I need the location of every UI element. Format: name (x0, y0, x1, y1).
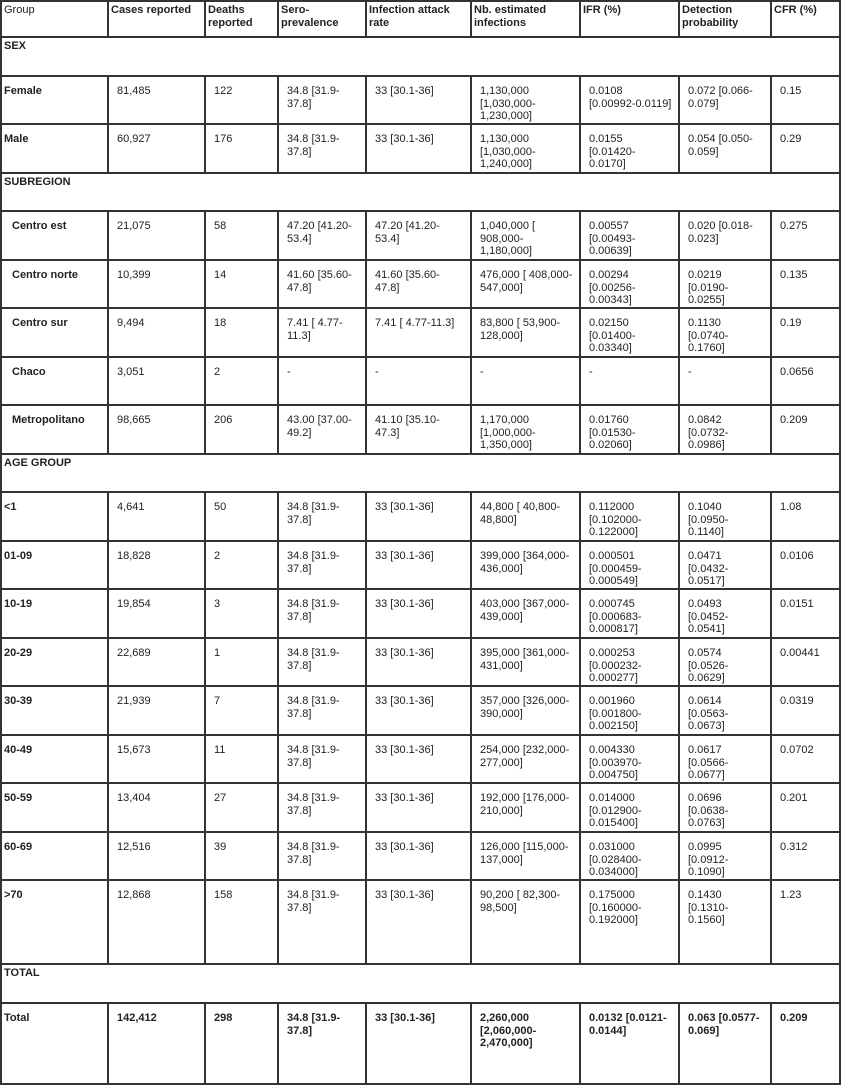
cell-deaths-reported: 158 (206, 881, 279, 965)
table-row (2, 881, 841, 965)
cell-detection-probability: 0.0617 [0.0566-0.0677] (680, 736, 772, 784)
cell-group: Chaco (2, 358, 109, 406)
cell-sero-prevalence: 34.8 [31.9-37.8] (279, 736, 367, 784)
table-row (2, 542, 841, 590)
cell-cases-reported: 142,412 (109, 1004, 206, 1085)
cell-group: 01-09 (2, 542, 109, 590)
cell-ifr: 0.000253 [0.000232-0.000277] (581, 639, 680, 687)
cell-sero-prevalence: 34.8 [31.9-37.8] (279, 77, 367, 125)
cell-deaths-reported: 58 (206, 212, 279, 261)
cell-infection-attack-rate: 33 [30.1-36] (367, 833, 472, 881)
cell-estimated-infections: 399,000 [364,000-436,000] (472, 542, 581, 590)
cell-sero-prevalence: 34.8 [31.9-37.8] (279, 687, 367, 736)
cell-group: <1 (2, 493, 109, 542)
cell-cases-reported: 13,404 (109, 784, 206, 833)
cell-ifr: 0.00294 [0.00256-0.00343] (581, 261, 680, 309)
cell-cases-reported: 19,854 (109, 590, 206, 639)
cell-sero-prevalence: 34.8 [31.9-37.8] (279, 784, 367, 833)
column-header-cfr: CFR (%) (772, 2, 841, 38)
cell-infection-attack-rate: 33 [30.1-36] (367, 881, 472, 965)
cell-detection-probability: 0.0471 [0.0432-0.0517] (680, 542, 772, 590)
cell-deaths-reported: 2 (206, 358, 279, 406)
cell-group: 30-39 (2, 687, 109, 736)
cell-group: 50-59 (2, 784, 109, 833)
cell-estimated-infections: 126,000 [115,000-137,000] (472, 833, 581, 881)
cell-estimated-infections: 2,260,000 [2,060,000-2,470,000] (472, 1004, 581, 1085)
cell-group: Metropolitano (2, 406, 109, 455)
table-row (2, 833, 841, 881)
cell-sero-prevalence: 34.8 [31.9-37.8] (279, 542, 367, 590)
table-row (2, 212, 841, 261)
cell-deaths-reported: 3 (206, 590, 279, 639)
cell-deaths-reported: 11 (206, 736, 279, 784)
cell-detection-probability: - (680, 358, 772, 406)
cell-cases-reported: 22,689 (109, 639, 206, 687)
cell-estimated-infections: 1,170,000 [1,000,000-1,350,000] (472, 406, 581, 455)
cell-cases-reported: 18,828 (109, 542, 206, 590)
cell-deaths-reported: 1 (206, 639, 279, 687)
cell-estimated-infections: 192,000 [176,000-210,000] (472, 784, 581, 833)
cell-cfr: 0.15 (772, 77, 841, 125)
table-row (2, 639, 841, 687)
cell-cfr: 0.29 (772, 125, 841, 174)
cell-cfr: 0.201 (772, 784, 841, 833)
column-header-group: Group (2, 2, 109, 38)
table-row (2, 1004, 841, 1085)
cell-cases-reported: 81,485 (109, 77, 206, 125)
cell-detection-probability: 0.1040 [0.0950-0.1140] (680, 493, 772, 542)
cell-cases-reported: 21,939 (109, 687, 206, 736)
cell-ifr: 0.112000 [0.102000-0.122000] (581, 493, 680, 542)
cell-group: 20-29 (2, 639, 109, 687)
cell-group: 60-69 (2, 833, 109, 881)
column-header-sero-prevalence: Sero-prevalence (279, 2, 367, 38)
cell-cfr: 1.23 (772, 881, 841, 965)
cell-sero-prevalence: 34.8 [31.9-37.8] (279, 833, 367, 881)
cell-deaths-reported: 176 (206, 125, 279, 174)
cell-cases-reported: 15,673 (109, 736, 206, 784)
column-header-detection-probability: Detection probability (680, 2, 772, 38)
section-label: AGE GROUP (2, 455, 841, 493)
cell-detection-probability: 0.0995 [0.0912-0.1090] (680, 833, 772, 881)
table-row (2, 77, 841, 125)
cell-estimated-infections: 1,130,000 [1,030,000-1,230,000] (472, 77, 581, 125)
cell-cfr: 0.312 (772, 833, 841, 881)
column-header-deaths-reported: Deaths reported (206, 2, 279, 38)
cell-cfr: 0.275 (772, 212, 841, 261)
cell-group: >70 (2, 881, 109, 965)
cell-ifr: 0.02150 [0.01400-0.03340] (581, 309, 680, 358)
cell-deaths-reported: 2 (206, 542, 279, 590)
cell-infection-attack-rate: 33 [30.1-36] (367, 1004, 472, 1085)
cell-deaths-reported: 298 (206, 1004, 279, 1085)
cell-cases-reported: 10,399 (109, 261, 206, 309)
cell-infection-attack-rate: 33 [30.1-36] (367, 77, 472, 125)
cell-estimated-infections: 1,130,000 [1,030,000-1,240,000] (472, 125, 581, 174)
cell-deaths-reported: 27 (206, 784, 279, 833)
cell-detection-probability: 0.072 [0.066-0.079] (680, 77, 772, 125)
cell-ifr: 0.175000 [0.160000-0.192000] (581, 881, 680, 965)
cell-estimated-infections: 254,000 [232,000-277,000] (472, 736, 581, 784)
cell-infection-attack-rate: 33 [30.1-36] (367, 784, 472, 833)
cell-estimated-infections: 83,800 [ 53,900-128,000] (472, 309, 581, 358)
cell-group: 40-49 (2, 736, 109, 784)
column-header-estimated-infections: Nb. estimated infections (472, 2, 581, 38)
cell-deaths-reported: 14 (206, 261, 279, 309)
cell-detection-probability: 0.0219 [0.0190-0.0255] (680, 261, 772, 309)
cell-infection-attack-rate: 33 [30.1-36] (367, 493, 472, 542)
cell-cfr: 0.0656 (772, 358, 841, 406)
cell-sero-prevalence: 34.8 [31.9-37.8] (279, 639, 367, 687)
cell-ifr: 0.004330 [0.003970-0.004750] (581, 736, 680, 784)
section-header-row (2, 174, 841, 212)
cell-detection-probability: 0.1130 [0.0740-0.1760] (680, 309, 772, 358)
cell-sero-prevalence: 34.8 [31.9-37.8] (279, 1004, 367, 1085)
cell-cases-reported: 21,075 (109, 212, 206, 261)
cell-infection-attack-rate: 33 [30.1-36] (367, 590, 472, 639)
cell-sero-prevalence: 47.20 [41.20-53.4] (279, 212, 367, 261)
cell-estimated-infections: 1,040,000 [ 908,000-1,180,000] (472, 212, 581, 261)
cell-ifr: 0.000745 [0.000683-0.000817] (581, 590, 680, 639)
cell-infection-attack-rate: 47.20 [41.20-53.4] (367, 212, 472, 261)
cell-group: Male (2, 125, 109, 174)
cell-group: Centro sur (2, 309, 109, 358)
table-row (2, 406, 841, 455)
cell-group: Total (2, 1004, 109, 1085)
cell-infection-attack-rate: 33 [30.1-36] (367, 542, 472, 590)
cell-group: Female (2, 77, 109, 125)
cell-sero-prevalence: 34.8 [31.9-37.8] (279, 493, 367, 542)
cell-estimated-infections: 403,000 [367,000-439,000] (472, 590, 581, 639)
cell-detection-probability: 0.063 [0.0577-0.069] (680, 1004, 772, 1085)
cell-ifr: 0.001960 [0.001800-0.002150] (581, 687, 680, 736)
cell-group: 10-19 (2, 590, 109, 639)
cell-estimated-infections: 476,000 [ 408,000-547,000] (472, 261, 581, 309)
section-header-row (2, 38, 841, 77)
cell-detection-probability: 0.1430 [0.1310-0.1560] (680, 881, 772, 965)
cell-deaths-reported: 18 (206, 309, 279, 358)
cell-cfr: 1.08 (772, 493, 841, 542)
cell-detection-probability: 0.0574 [0.0526-0.0629] (680, 639, 772, 687)
cell-sero-prevalence: 7.41 [ 4.77-11.3] (279, 309, 367, 358)
cell-sero-prevalence: 34.8 [31.9-37.8] (279, 881, 367, 965)
table-row (2, 687, 841, 736)
table-row (2, 784, 841, 833)
table-row (2, 493, 841, 542)
cell-ifr: 0.0108 [0.00992-0.0119] (581, 77, 680, 125)
cell-sero-prevalence: - (279, 358, 367, 406)
cell-deaths-reported: 39 (206, 833, 279, 881)
cell-cases-reported: 12,516 (109, 833, 206, 881)
cell-ifr: 0.014000 [0.012900-0.015400] (581, 784, 680, 833)
cell-infection-attack-rate: 41.10 [35.10-47.3] (367, 406, 472, 455)
cell-cfr: 0.19 (772, 309, 841, 358)
cell-cases-reported: 98,665 (109, 406, 206, 455)
table-row (2, 125, 841, 174)
cell-cfr: 0.209 (772, 1004, 841, 1085)
section-header-row (2, 455, 841, 493)
cell-ifr: 0.01760 [0.01530-0.02060] (581, 406, 680, 455)
table-row (2, 736, 841, 784)
table-row (2, 261, 841, 309)
cell-ifr: 0.0132 [0.0121-0.0144] (581, 1004, 680, 1085)
cell-cases-reported: 4,641 (109, 493, 206, 542)
cell-cfr: 0.135 (772, 261, 841, 309)
cell-detection-probability: 0.020 [0.018-0.023] (680, 212, 772, 261)
table-body (2, 38, 841, 1085)
column-header-ifr: IFR (%) (581, 2, 680, 38)
cell-estimated-infections: 90,200 [ 82,300-98,500] (472, 881, 581, 965)
cell-sero-prevalence: 41.60 [35.60-47.8] (279, 261, 367, 309)
cell-cases-reported: 9,494 (109, 309, 206, 358)
cell-deaths-reported: 50 (206, 493, 279, 542)
section-label: SEX (2, 38, 841, 77)
cell-cfr: 0.209 (772, 406, 841, 455)
cell-group: Centro est (2, 212, 109, 261)
section-label: TOTAL (2, 965, 841, 1004)
cell-estimated-infections: - (472, 358, 581, 406)
cell-deaths-reported: 122 (206, 77, 279, 125)
cell-infection-attack-rate: 33 [30.1-36] (367, 639, 472, 687)
cell-detection-probability: 0.054 [0.050-0.059] (680, 125, 772, 174)
cell-estimated-infections: 357,000 [326,000-390,000] (472, 687, 581, 736)
cell-cfr: 0.00441 (772, 639, 841, 687)
cell-ifr: 0.0155 [0.01420-0.0170] (581, 125, 680, 174)
cell-estimated-infections: 44,800 [ 40,800-48,800] (472, 493, 581, 542)
cell-ifr: 0.031000 [0.028400-0.034000] (581, 833, 680, 881)
cell-detection-probability: 0.0696 [0.0638-0.0763] (680, 784, 772, 833)
cell-detection-probability: 0.0614 [0.0563-0.0673] (680, 687, 772, 736)
cell-ifr: - (581, 358, 680, 406)
cell-infection-attack-rate: 41.60 [35.60-47.8] (367, 261, 472, 309)
cell-cfr: 0.0702 (772, 736, 841, 784)
cell-infection-attack-rate: 33 [30.1-36] (367, 125, 472, 174)
cell-deaths-reported: 206 (206, 406, 279, 455)
cell-infection-attack-rate: 33 [30.1-36] (367, 687, 472, 736)
table-row (2, 358, 841, 406)
cell-cfr: 0.0151 (772, 590, 841, 639)
cell-infection-attack-rate: 33 [30.1-36] (367, 736, 472, 784)
cell-ifr: 0.000501 [0.000459-0.000549] (581, 542, 680, 590)
table-row (2, 590, 841, 639)
cell-cfr: 0.0106 (772, 542, 841, 590)
cell-infection-attack-rate: 7.41 [ 4.77-11.3] (367, 309, 472, 358)
cell-cases-reported: 60,927 (109, 125, 206, 174)
cell-ifr: 0.00557 [0.00493-0.00639] (581, 212, 680, 261)
cell-detection-probability: 0.0493 [0.0452-0.0541] (680, 590, 772, 639)
cell-group: Centro norte (2, 261, 109, 309)
column-header-cases-reported: Cases reported (109, 2, 206, 38)
cell-estimated-infections: 395,000 [361,000-431,000] (472, 639, 581, 687)
table-header-row (2, 2, 841, 38)
cell-detection-probability: 0.0842 [0.0732-0.0986] (680, 406, 772, 455)
cell-deaths-reported: 7 (206, 687, 279, 736)
cell-cases-reported: 12,868 (109, 881, 206, 965)
column-header-infection-attack-rate: Infection attack rate (367, 2, 472, 38)
cell-sero-prevalence: 43.00 [37.00-49.2] (279, 406, 367, 455)
cell-infection-attack-rate: - (367, 358, 472, 406)
section-label: SUBREGION (2, 174, 841, 212)
cell-cases-reported: 3,051 (109, 358, 206, 406)
table-row (2, 309, 841, 358)
cell-cfr: 0.0319 (772, 687, 841, 736)
cell-sero-prevalence: 34.8 [31.9-37.8] (279, 125, 367, 174)
cell-sero-prevalence: 34.8 [31.9-37.8] (279, 590, 367, 639)
section-header-row (2, 965, 841, 1004)
